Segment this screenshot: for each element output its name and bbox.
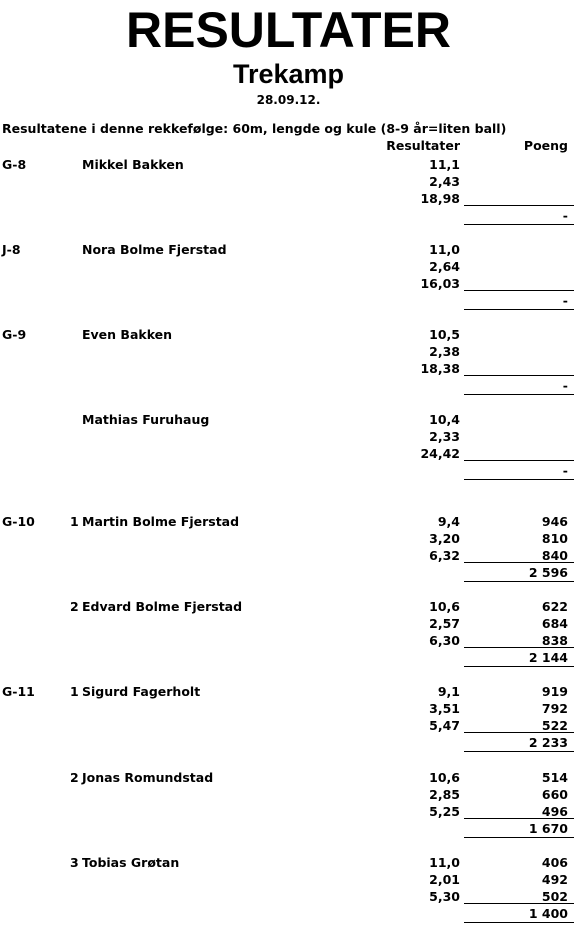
age-class: G-10: [2, 514, 35, 529]
points-value: 660: [541, 787, 568, 802]
result-value: 16,03: [420, 276, 460, 291]
athlete-name: Nora Bolme Fjerstad: [82, 242, 227, 257]
points-value: 492: [541, 872, 568, 887]
result-value: 2,01: [429, 872, 460, 887]
intro-text: Resultatene i denne rekkefølge: 60m, lengde og kule (8-9 år=liten ball): [2, 121, 507, 136]
sum-line: [464, 460, 574, 461]
athlete-name: Edvard Bolme Fjerstad: [82, 599, 243, 614]
rank: 3: [70, 855, 79, 870]
rank: 1: [70, 684, 79, 699]
total-underline: [464, 751, 574, 752]
athlete-name: Even Bakken: [82, 327, 173, 342]
result-value: 18,38: [420, 361, 460, 376]
total-underline: [464, 394, 574, 395]
total-underline: [464, 837, 574, 838]
age-class: G-9: [2, 327, 27, 342]
result-value: 9,1: [437, 684, 460, 699]
points-value: 522: [541, 718, 568, 733]
points-value: 838: [541, 633, 568, 648]
athlete-entry: [0, 683, 577, 768]
points-value: 496: [541, 804, 568, 819]
points-value: 514: [541, 770, 568, 785]
sum-line: [464, 375, 574, 376]
result-value: 3,20: [429, 531, 460, 546]
athlete-name: Tobias Grøtan: [82, 855, 180, 870]
total-points: -: [562, 378, 568, 393]
athlete-name: Jonas Romundstad: [82, 770, 214, 785]
result-value: 18,98: [420, 191, 460, 206]
event-subtitle: Trekamp: [232, 59, 345, 89]
result-value: 10,4: [429, 412, 460, 427]
sum-line: [464, 562, 574, 563]
points-column-header: Poeng: [523, 138, 568, 153]
total-underline: [464, 581, 574, 582]
result-value: 5,47: [429, 718, 460, 733]
total-points: 2 233: [528, 735, 568, 750]
rank: 2: [70, 599, 79, 614]
result-value: 2,38: [429, 344, 460, 359]
athlete-entry: [0, 156, 577, 241]
points-value: 810: [541, 531, 568, 546]
result-value: 10,6: [429, 599, 460, 614]
points-value: 946: [541, 514, 568, 529]
result-value: 9,4: [437, 514, 460, 529]
athlete-entry: [0, 598, 577, 683]
result-value: 11,0: [429, 855, 460, 870]
athlete-name: Martin Bolme Fjerstad: [82, 514, 240, 529]
sum-line: [464, 903, 574, 904]
total-points: -: [562, 208, 568, 223]
total-points: 2 596: [528, 565, 568, 580]
points-value: 919: [541, 684, 568, 699]
points-value: 792: [541, 701, 568, 716]
result-value: 5,30: [429, 889, 460, 904]
athlete-name: Sigurd Fagerholt: [82, 684, 201, 699]
points-value: 684: [541, 616, 568, 631]
rank: 1: [70, 514, 79, 529]
athlete-entry: [0, 513, 577, 598]
total-underline: [464, 479, 574, 480]
result-value: 2,43: [429, 174, 460, 189]
athlete-entry: [0, 326, 577, 411]
points-value: 406: [541, 855, 568, 870]
sum-line: [464, 205, 574, 206]
age-class: J-8: [2, 242, 21, 257]
page-title: RESULTATER: [126, 2, 451, 58]
points-value: 502: [541, 889, 568, 904]
athlete-entry: [0, 854, 577, 939]
event-date: 28.09.12.: [256, 93, 321, 107]
result-value: 2,85: [429, 787, 460, 802]
athlete-name: Mikkel Bakken: [82, 157, 184, 172]
results-column-header: Resultater: [386, 138, 460, 153]
result-value: 6,32: [429, 548, 460, 563]
result-value: 6,30: [429, 633, 460, 648]
result-value: 10,6: [429, 770, 460, 785]
sum-line: [464, 290, 574, 291]
sum-line: [464, 647, 574, 648]
points-value: 840: [541, 548, 568, 563]
total-underline: [464, 309, 574, 310]
result-value: 11,1: [429, 157, 460, 172]
sum-line: [464, 732, 574, 733]
total-points: -: [562, 463, 568, 478]
result-value: 11,0: [429, 242, 460, 257]
total-underline: [464, 666, 574, 667]
points-value: 622: [541, 599, 568, 614]
athlete-entry: [0, 411, 577, 496]
total-points: -: [562, 293, 568, 308]
age-class: G-8: [2, 157, 27, 172]
athlete-entry: [0, 769, 577, 854]
sum-line: [464, 818, 574, 819]
result-value: 10,5: [429, 327, 460, 342]
result-value: 24,42: [420, 446, 460, 461]
total-points: 2 144: [528, 650, 568, 665]
rank: 2: [70, 770, 79, 785]
total-points: 1 400: [528, 906, 568, 921]
result-value: 2,64: [429, 259, 460, 274]
result-value: 2,33: [429, 429, 460, 444]
age-class: G-11: [2, 684, 35, 699]
total-underline: [464, 922, 574, 923]
athlete-entry: [0, 241, 577, 326]
result-value: 3,51: [429, 701, 460, 716]
result-value: 2,57: [429, 616, 460, 631]
athlete-name: Mathias Furuhaug: [82, 412, 210, 427]
result-value: 5,25: [429, 804, 460, 819]
total-points: 1 670: [528, 821, 568, 836]
total-underline: [464, 224, 574, 225]
